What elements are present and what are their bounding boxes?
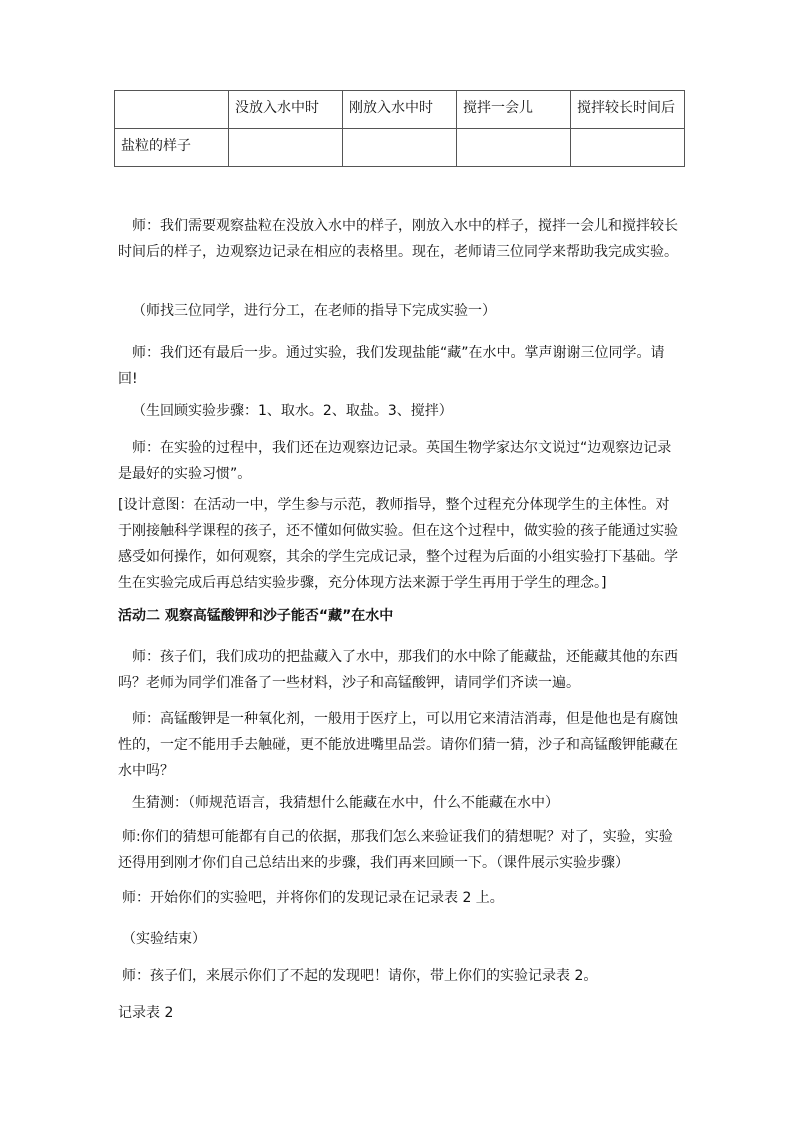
record-table-2-label: 记录表 2 [118, 1005, 174, 1021]
paragraph-teacher-start: 师：开始你们的实验吧，并将你们的发现记录在记录表 2 上。 [122, 890, 504, 906]
paragraph-teacher-last-step: 师：我们还有最后一步。通过实验，我们发现盐能“藏”在水中。掌声谢谢三位同学。请回! [118, 345, 665, 387]
paragraph-experiment-end: （实验结束） [122, 931, 206, 947]
paragraph-teacher-safety: 师：高锰酸钾是一种氧化剂，一般用于医疗上，可以用它来清洁消毒，但是他也是有腐蚀性的，一定不能用手去触碰，更不能放进嘴里品尝。请你们猜一猜，沙子和高锰酸钾能藏在水中吗？ [118, 711, 678, 779]
paragraph-stage-note: （师找三位同学，进行分工，在老师的指导下完成实验一） [132, 303, 496, 319]
table-cell [457, 129, 571, 167]
paragraph-teacher-verify: 师:你们的猜想可能都有自己的依据，那我们怎么来验证我们的猜想呢？对了，实验，实验还得用到刚才你们自己总结出来的步骤，我们再来回顾一下。（课件展示实验步骤） [118, 829, 673, 871]
paragraph-teacher-instruction: 师：我们需要观察盐粒在没放入水中的样子，刚放入水中的样子，搅拌一会儿和搅拌较长时间后的样子，边观察边记录在相应的表格里。现在，老师请三位同学来帮助我完成实验。 [118, 218, 678, 260]
table-header-cell: 搅拌较长时间后 [571, 91, 685, 129]
record-table-1 [114, 90, 685, 167]
paragraph-design-intent: [设计意图：在活动一中，学生参与示范，教师指导，整个过程充分体现学生的主体性。对于刚接触科学课程的孩子，还不懂如何做实验。但在这个过程中，做实验的孩子能通过实验感受如何操作，如何观察，其余的学生完成记录，整个过程为后面的小组实验打下基础。学生在实验完成后再总结实验步骤，充分体现方法来源于学生再用于学生的理念。] [118, 497, 678, 591]
table-cell [229, 129, 343, 167]
paragraph-student-guess: 生猜测：（师规范语言，我猜想什么能藏在水中，什么不能藏在水中） [132, 795, 559, 811]
table-header-row [115, 91, 685, 129]
table-row-label: 盐粒的样子 [115, 129, 229, 167]
paragraph-student-review: （生回顾实验步骤：1、取水。2、取盐。3、搅拌） [132, 403, 453, 419]
table-cell [343, 129, 457, 167]
table-header-cell: 搅拌一会儿 [457, 91, 571, 129]
table-header-cell [115, 91, 229, 129]
table-header-cell: 刚放入水中时 [343, 91, 457, 129]
paragraph-teacher-materials: 师：孩子们，我们成功的把盐藏入了水中，那我们的水中除了能藏盐，还能藏其他的东西吗？老师为同学们准备了一些材料，沙子和高锰酸钾，请同学们齐读一遍。 [118, 649, 678, 691]
paragraph-teacher-darwin: 师：在实验的过程中，我们还在边观察边记录。英国生物学家达尔文说过“边观察边记录是最好的实验习惯”。 [118, 440, 672, 482]
table-header-cell: 没放入水中时 [229, 91, 343, 129]
paragraph-teacher-show: 师：孩子们，来展示你们了不起的发现吧！请你，带上你们的实验记录表 2。 [122, 968, 598, 984]
table-row [115, 129, 685, 167]
section-heading-activity-two: 活动二 观察高锰酸钾和沙子能否“藏”在水中 [118, 608, 394, 624]
table-cell [571, 129, 685, 167]
